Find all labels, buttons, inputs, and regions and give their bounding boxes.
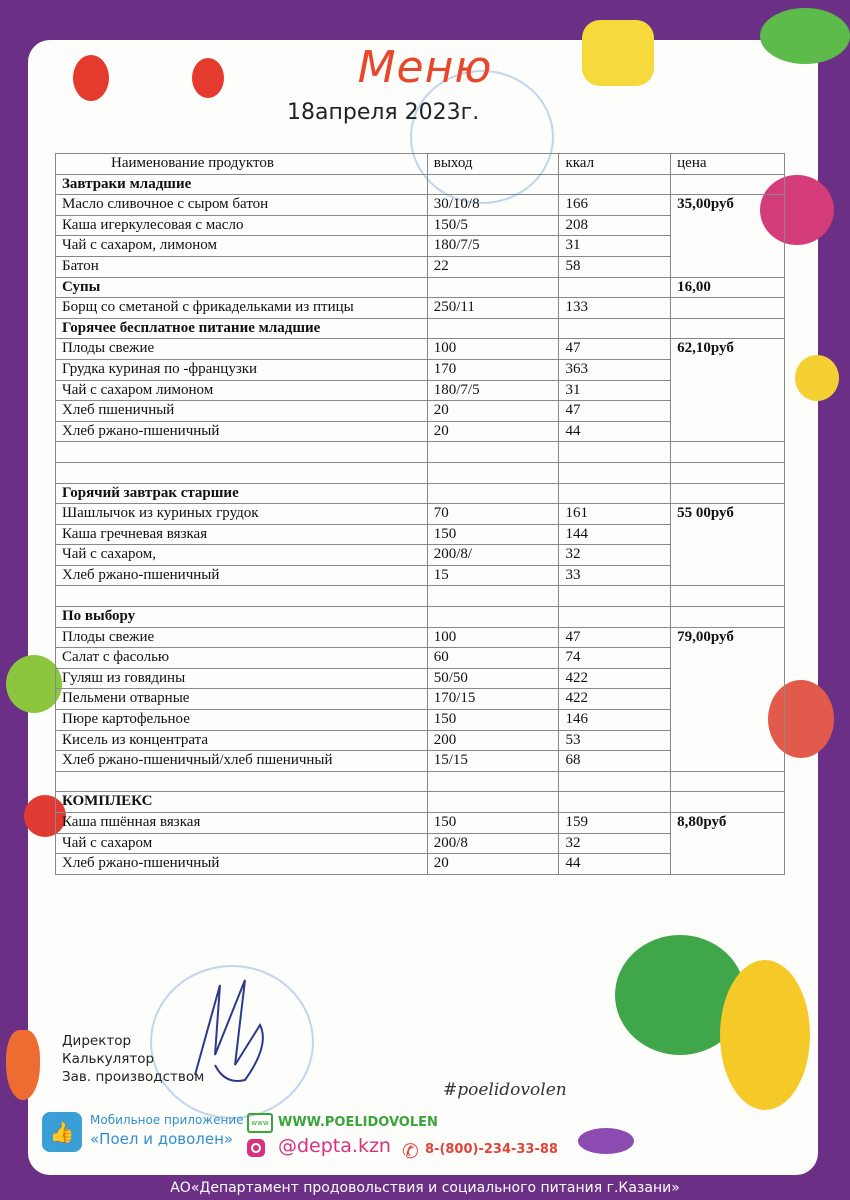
phone-number[interactable]: 8-(800)-234-33-88 [425,1142,558,1157]
column-header-name: Наименование продуктов [56,154,428,175]
item-kcal: 44 [559,421,671,442]
item-price: 8,80руб [671,813,785,875]
item-kcal: 32 [559,833,671,854]
kcal-cell [559,277,671,298]
item-name: Плоды свежие [56,627,428,648]
table-row [56,339,785,360]
item-output: 200 [427,730,559,751]
column-header-output: выход [427,154,559,175]
signature-block [62,1032,204,1086]
item-kcal: 166 [559,195,671,216]
footer-organization: АО«Департамент продовольствия и социального питания г.Казани» [170,1180,680,1196]
item-output: 50/50 [427,668,559,689]
item-kcal: 68 [559,751,671,772]
section-title: Горячее бесплатное питание младшие [56,318,428,339]
item-kcal: 159 [559,813,671,834]
item-name: Хлеб ржано-пшеничный [56,421,428,442]
section-title: Горячий завтрак старшие [56,483,428,504]
item-output: 15 [427,565,559,586]
kcal-cell [559,792,671,813]
item-name: Каша пшённая вязкая [56,813,428,834]
item-name: Грудка куриная по -французки [56,359,428,380]
item-name: Хлеб ржано-пшеничный/хлеб пшеничный [56,751,428,772]
item-name: Шашлычок из куриных грудок [56,504,428,525]
item-output: 150 [427,710,559,731]
item-name: Салат с фасолью [56,648,428,669]
page-title: Меню [357,42,493,93]
apple-decoration-icon [6,655,62,713]
item-name: Кисель из концентрата [56,730,428,751]
name-cell [56,586,428,607]
item-output: 70 [427,504,559,525]
empty-row [56,586,785,607]
item-kcal: 47 [559,339,671,360]
calculator-label: Калькулятор [62,1051,155,1067]
item-kcal: 47 [559,627,671,648]
name-cell [56,462,428,483]
kcal-cell [559,442,671,463]
output-cell [427,462,559,483]
app-thumb-icon[interactable]: 👍 [42,1112,82,1152]
item-kcal: 33 [559,565,671,586]
item-name: Чай с сахаром лимоном [56,380,428,401]
item-kcal: 422 [559,689,671,710]
table-row [56,813,785,834]
output-cell [427,277,559,298]
item-output: 150/5 [427,215,559,236]
price-cell [671,607,785,628]
item-kcal: 58 [559,256,671,277]
app-promo-line1: Мобильное приложение [90,1113,244,1127]
kcal-cell [559,483,671,504]
candy-decoration-icon [578,1128,634,1154]
item-output: 150 [427,524,559,545]
price-cell [671,483,785,504]
output-cell [427,483,559,504]
item-kcal: 31 [559,236,671,257]
item-output: 250/11 [427,298,559,319]
item-price: 62,10руб [671,339,785,442]
banana-decoration-icon [720,960,810,1110]
item-output: 15/15 [427,751,559,772]
instagram-icon [247,1139,265,1157]
item-kcal: 208 [559,215,671,236]
item-price: 55 00руб [671,504,785,586]
table-row [56,298,785,319]
item-name: Каша игеркулесовая с масло [56,215,428,236]
item-price: 35,00руб [671,195,785,277]
section-title: КОМПЛЕКС [56,792,428,813]
section-row [56,792,785,813]
item-name: Хлеб ржано-пшеничный [56,854,428,875]
item-output: 180/7/5 [427,380,559,401]
item-price: 79,00руб [671,627,785,771]
item-kcal: 144 [559,524,671,545]
output-cell [427,771,559,792]
item-name: Пюре картофельное [56,710,428,731]
item-name: Чай с сахаром, лимоном [56,236,428,257]
output-cell [427,586,559,607]
item-output: 100 [427,339,559,360]
output-cell [427,442,559,463]
price-cell [671,174,785,195]
phone-icon: ✆ [402,1139,419,1163]
item-kcal: 161 [559,504,671,525]
price-cell [671,462,785,483]
item-output: 170/15 [427,689,559,710]
item-kcal: 47 [559,401,671,422]
item-output: 170 [427,359,559,380]
price-cell [671,298,785,319]
section-title: По выбору [56,607,428,628]
carrot-decoration-icon [6,1030,40,1100]
column-header-kcal: ккал [559,154,671,175]
output-cell [427,607,559,628]
item-kcal: 31 [559,380,671,401]
item-output: 30/10/8 [427,195,559,216]
empty-row [56,442,785,463]
table-row [56,195,785,216]
item-name: Плоды свежие [56,339,428,360]
item-name: Масло сливочное с сыром батон [56,195,428,216]
lemon-decoration-icon [795,355,839,401]
kcal-cell [559,771,671,792]
item-name: Чай с сахаром [56,833,428,854]
item-output: 22 [427,256,559,277]
item-output: 150 [427,813,559,834]
item-kcal: 146 [559,710,671,731]
kcal-cell [559,586,671,607]
section-title: Завтраки младшие [56,174,428,195]
section-row [56,174,785,195]
price-cell [671,586,785,607]
item-name: Батон [56,256,428,277]
www-icon: www [247,1113,273,1133]
output-cell [427,318,559,339]
table-row [56,504,785,525]
section-title: Супы [56,277,428,298]
table-header-row [56,154,785,175]
section-row [56,607,785,628]
item-kcal: 44 [559,854,671,875]
item-output: 20 [427,401,559,422]
item-output: 180/7/5 [427,236,559,257]
hashtag: #poelidovolen [443,1080,567,1100]
item-kcal: 422 [559,668,671,689]
price-cell [671,318,785,339]
section-row [56,277,785,298]
menu-table [55,153,785,875]
kcal-cell [559,318,671,339]
item-name: Чай с сахаром, [56,545,428,566]
item-kcal: 74 [559,648,671,669]
item-name: Каша гречневая вязкая [56,524,428,545]
name-cell [56,442,428,463]
item-kcal: 133 [559,298,671,319]
empty-row [56,462,785,483]
website-link[interactable]: WWW.POELIDOVOLEN [278,1115,438,1130]
item-output: 100 [427,627,559,648]
price-cell [671,442,785,463]
kcal-cell [559,174,671,195]
item-name: Хлеб ржано-пшеничный [56,565,428,586]
item-kcal: 363 [559,359,671,380]
item-price: 16,00 [671,277,785,298]
item-name: Борщ со сметаной с фрикадельками из птицы [56,298,428,319]
item-output: 20 [427,854,559,875]
name-cell [56,771,428,792]
app-promo-line2: «Поел и доволен» [90,1130,234,1148]
director-label: Директор [62,1033,132,1049]
column-header-price: цена [671,154,785,175]
price-cell [671,771,785,792]
table-row [56,627,785,648]
instagram-handle[interactable]: @depta.kzn [278,1135,391,1157]
empty-row [56,771,785,792]
item-output: 200/8/ [427,545,559,566]
item-output: 60 [427,648,559,669]
item-output: 200/8 [427,833,559,854]
kcal-cell [559,607,671,628]
item-name: Гуляш из говядины [56,668,428,689]
production-head-label: Зав. производством [62,1069,205,1085]
item-output: 20 [427,421,559,442]
section-row [56,483,785,504]
item-name: Пельмени отварные [56,689,428,710]
item-name: Хлеб пшеничный [56,401,428,422]
menu-date: 18апреля 2023г. [287,100,480,125]
output-cell [427,792,559,813]
section-row [56,318,785,339]
price-cell [671,792,785,813]
kcal-cell [559,462,671,483]
item-kcal: 53 [559,730,671,751]
item-kcal: 32 [559,545,671,566]
app-promo[interactable] [90,1113,244,1148]
output-cell [427,174,559,195]
